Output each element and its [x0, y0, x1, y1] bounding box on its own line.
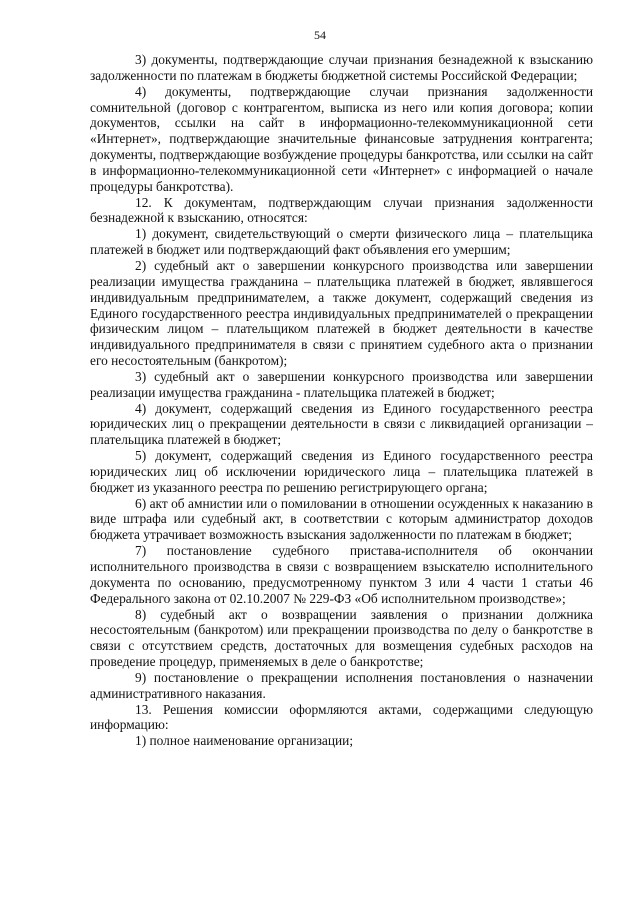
paragraph-section-13: 13. Решения комиссии оформляются актами, содержащими следующую информацию: — [90, 701, 593, 733]
paragraph-12-item-9: 9) постановление о прекращении исполнения постановления о назначении административного наказания. — [90, 669, 593, 701]
paragraph-12-item-4: 4) документ, содержащий сведения из Единого государственного реестра юридических лиц о прекращении деятельности в связи с ликвидацией организации – плательщика платежей в бюджет; — [90, 400, 593, 448]
paragraph-12-item-2: 2) судебный акт о завершении конкурсного производства или завершении реализации имущества гражданина – плательщика платежей в бюджет, являвшегося индивидуальным предпринимателем, а также документ, содержащий сведения из Единого государственного реестра индивидуальных предпринимателей о прекращении физическим лицом – плательщиком платежей в бюджет деятельности в качестве индивидуального предпринимателя в связи с принятием судебного акта о признании его несостоятельным (банкротом); — [90, 257, 593, 369]
paragraph-13-item-1: 1) полное наименование организации; — [135, 733, 354, 749]
page-number: 54 — [314, 28, 326, 42]
paragraph-12-item-8: 8) судебный акт о возвращении заявления о признании должника несостоятельным (банкротом) или прекращении производства по делу о банкротстве в связи с отсутствием средств, достаточных для возмещения судебных расходов на проведение процедур, применяемых в деле о банкротстве; — [90, 606, 593, 670]
paragraph-12-item-7: 7) постановление судебного пристава-исполнителя об окончании исполнительного производства в связи с возвращением взыскателю исполнительного документа по основанию, предусмотренному пунктом 3 или 4 части 1 статьи 46 Федерального закона от 02.10.2007 № 229-ФЗ «Об исполнительном производстве»; — [90, 543, 593, 606]
paragraph-12-item-5: 5) документ, содержащий сведения из Единого государственного реестра юридических лиц об исключении юридического лица – плательщика платежей в бюджет из указанного реестра по решению регистрирующего органа; — [90, 448, 593, 495]
document-body — [90, 52, 593, 749]
paragraph-12-item-1: 1) документ, свидетельствующий о смерти физического лица – плательщика платежей в бюджет или подтверждающий факт объявления его умершим; — [90, 226, 593, 258]
paragraph-12-item-6: 6) акт об амнистии или о помиловании в отношении осужденных к наказанию в виде штрафа или судебный акт, в соответствии с которым администратор доходов бюджета утрачивает возможность взыскания задолженности по платежам в бюджет; — [90, 495, 593, 543]
paragraph-item-4: 4) документы, подтверждающие случаи признания задолженности сомнительной (договор с контрагентом, выписка из него или копия договора; копии документов, ссылки на сайт в информационно-телекоммуникационной сети «Интернет», подтверждающие значительные финансовые затруднения контрагента; документы, подтверждающие возбуждение процедуры банкротства, или ссылки на сайт в информационно-телекоммуникационной сети «Интернет» с информацией о начале процедуры банкротства). — [90, 83, 593, 194]
paragraph-item-3: 3) документы, подтверждающие случаи признания безнадежной к взысканию задолженности по платежам в бюджеты бюджетной системы Российской Федерации; — [90, 52, 593, 83]
paragraph-12-item-3: 3) судебный акт о завершении конкурсного производства или завершении реализации имущества гражданина - плательщика платежей в бюджет; — [90, 368, 593, 400]
paragraph-section-12: 12. К документам, подтверждающим случаи признания задолженности безнадежной к взысканию, относятся: — [90, 194, 593, 226]
